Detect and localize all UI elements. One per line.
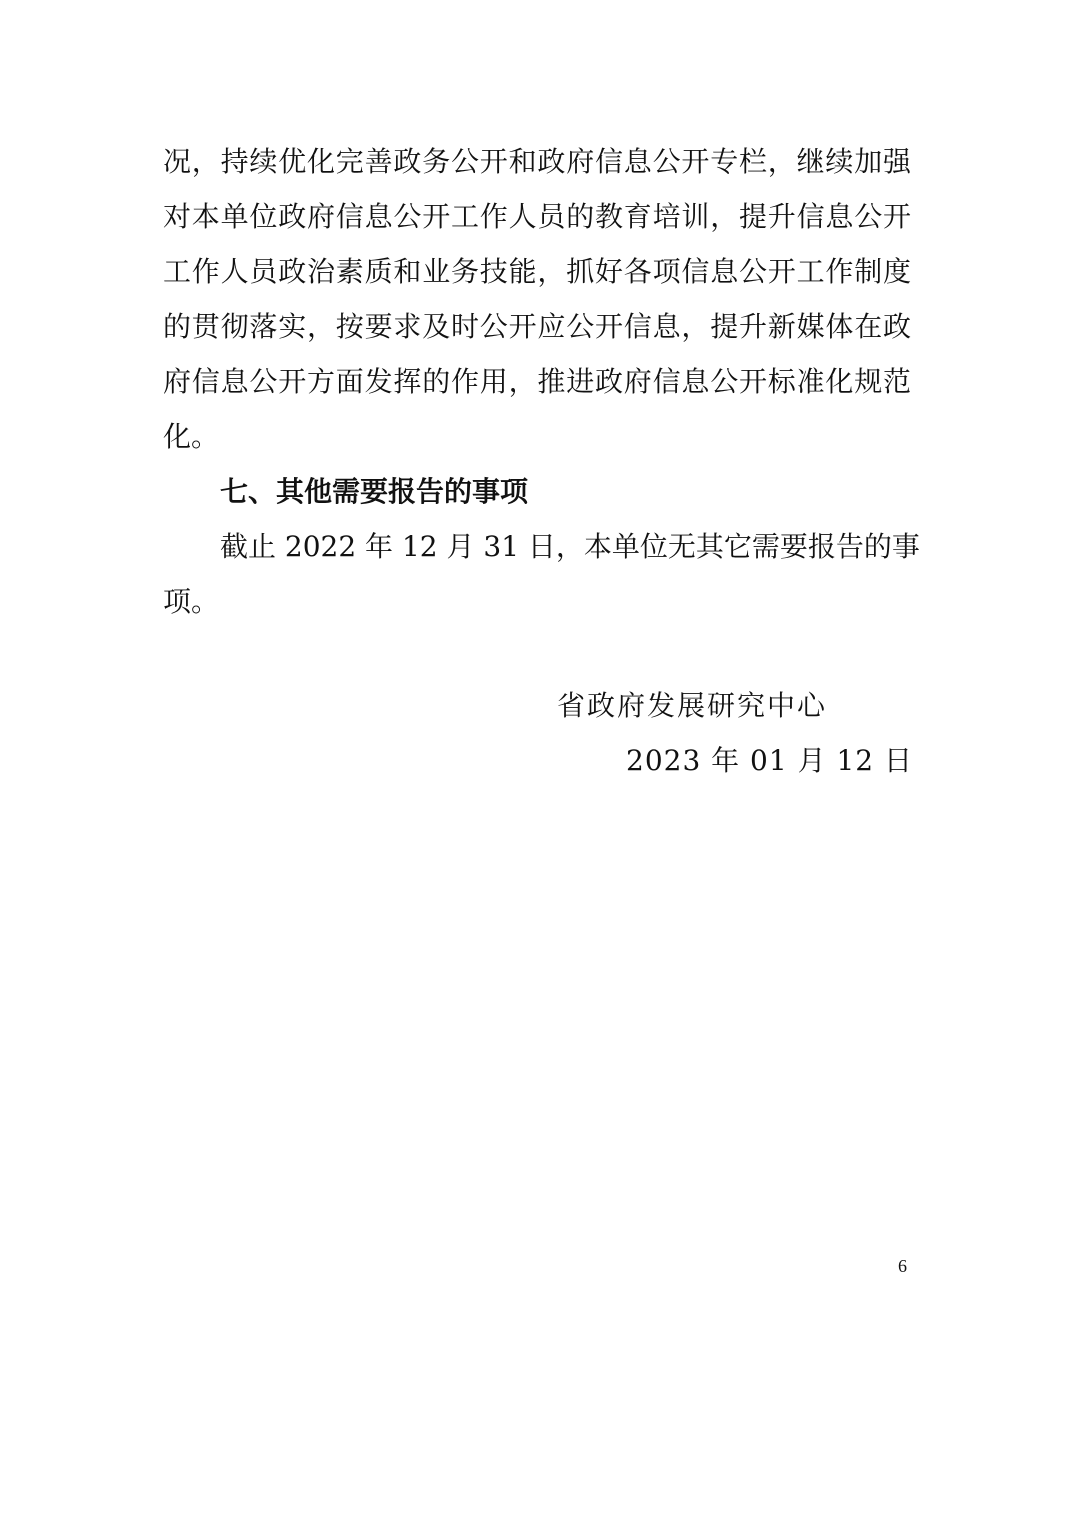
paragraph-line: 况，持续优化完善政务公开和政府信息公开专栏，继续加强 [163, 145, 911, 178]
paragraph-line: 化。 [163, 420, 220, 453]
signature-organization: 省政府发展研究中心 [557, 689, 828, 722]
paragraph-line: 的贯彻落实，按要求及时公开应公开信息，提升新媒体在政 [163, 310, 911, 343]
paragraph-line: 对本单位政府信息公开工作人员的教育培训，提升信息公开 [163, 200, 911, 233]
page-number: 6 [898, 1256, 907, 1276]
signature-date: 2023 年 01 月 12 日 [626, 744, 914, 777]
paragraph-line: 工作人员政治素质和业务技能，抓好各项信息公开工作制度 [163, 255, 911, 288]
paragraph-line: 府信息公开方面发挥的作用，推进政府信息公开标准化规范 [163, 365, 911, 398]
section-heading: 七、其他需要报告的事项 [220, 475, 529, 508]
section-line: 项。 [163, 585, 220, 618]
section-line: 截止 2022 年 12 月 31 日，本单位无其它需要报告的事 [220, 530, 920, 563]
